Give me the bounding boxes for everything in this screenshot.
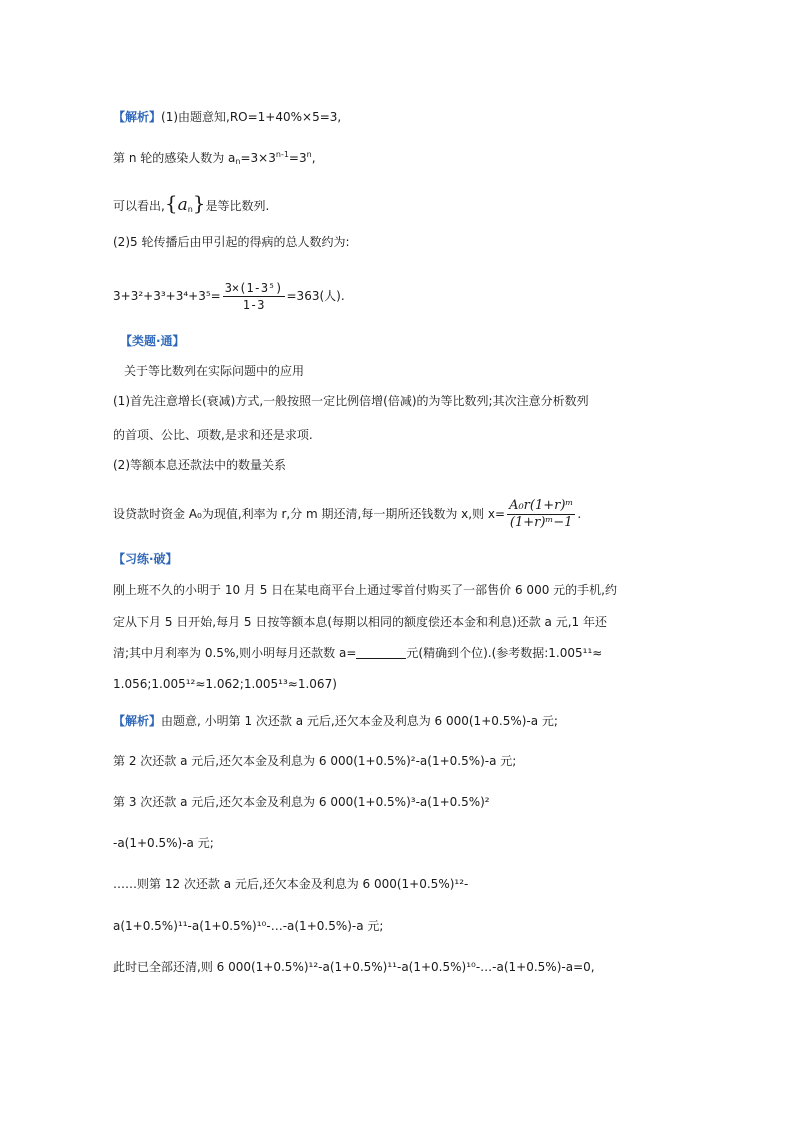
solution-line-1: 【解析】由题意, 小明第 1 次还款 a 元后,还欠本金及利息为 6 000(1+0.5%)-a 元;	[113, 714, 558, 728]
payment-fraction: $\frac{\text{A₀r(1+r)ᵐ}}{\text{(1+r)ᵐ−1}}$	[509, 498, 574, 530]
analysis-line-4: (2)5 轮传播后由甲引起的得病的总人数约为:	[113, 235, 350, 249]
leitong-p2: (2)等额本息还款法中的数量关系	[113, 458, 286, 472]
analysis-line-2: 第 n 轮的感染人数为 $a_n=3\times 3^{n-1}=3^n$,	[113, 150, 316, 166]
question-line-3: 清;其中月利率为 0.5%,则小明每月还款数 a= 元(精确到个位).(参考数据:1.005¹¹≈	[113, 646, 603, 660]
answer-blank	[356, 646, 406, 659]
solution-line-5: ……则第 12 次还款 a 元后,还欠本金及利息为 6 000(1+0.5%)¹²-	[113, 877, 469, 891]
leitong-title: 关于等比数列在实际问题中的应用	[124, 364, 305, 378]
analysis-line-5: 3+3²+3³+3⁴+3⁵= $\frac{\text{3×(1-3⁵)}}{1-3}$ =363(人).	[113, 281, 345, 312]
analysis-line-1: 【解析】(1)由题意知,RO=1+40%×5=3,	[113, 110, 342, 124]
solution-line-6: a(1+0.5%)¹¹-a(1+0.5%)¹⁰-…-a(1+0.5%)-a 元;	[113, 919, 384, 933]
leitong-p1a: (1)首先注意增长(衰减)方式,一般按照一定比例倍增(倍减)的为等比数列;其次注意分析数列	[113, 394, 589, 408]
analysis-line-3: 可以看出$,\{a_n\}$是等比数列.	[113, 191, 270, 215]
question-line-2: 定从下月 5 日开始,每月 5 日按等额本息(每期以相同的额度偿还本金和利息)还款 a 元,1 年还	[113, 615, 607, 629]
solution-line-7: 此时已全部还清,则 6 000(1+0.5%)¹²-a(1+0.5%)¹¹-a(1+0.5%)¹⁰-…-a(1+0.5%)-a=0,	[113, 960, 595, 974]
solution-line-3: 第 3 次还款 a 元后,还欠本金及利息为 6 000(1+0.5%)³-a(1+0.5%)²	[113, 795, 490, 809]
leitong-tag: 【类题·通】	[120, 334, 185, 348]
leitong-p3: 设贷款时资金 A₀为现值,利率为 r,分 m 期还清,每一期所还钱数为 x,则 x= $\frac{\text{A₀r(1+r)ᵐ}}{\text{(1+r)ᵐ−1}}$ .	[113, 498, 582, 530]
question-line-1: 刚上班不久的小明于 10 月 5 日在某电商平台上通过零首付购买了一部售价 6 000 元的手机,约	[113, 583, 617, 597]
solution-line-4: -a(1+0.5%)-a 元;	[113, 836, 214, 850]
xilian-tag: 【习练·破】	[113, 552, 178, 566]
solution-line-2: 第 2 次还款 a 元后,还欠本金及利息为 6 000(1+0.5%)²-a(1+0.5%)-a 元;	[113, 754, 517, 768]
question-line-4: 1.056;1.005¹²≈1.062;1.005¹³≈1.067)	[113, 677, 337, 691]
analysis-tag: 【解析】	[113, 110, 162, 124]
sum-fraction: $\frac{\text{3×(1-3⁵)}}{1-3}$	[224, 281, 283, 312]
leitong-p1b: 的首项、公比、项数,是求和还是求项.	[113, 428, 313, 442]
